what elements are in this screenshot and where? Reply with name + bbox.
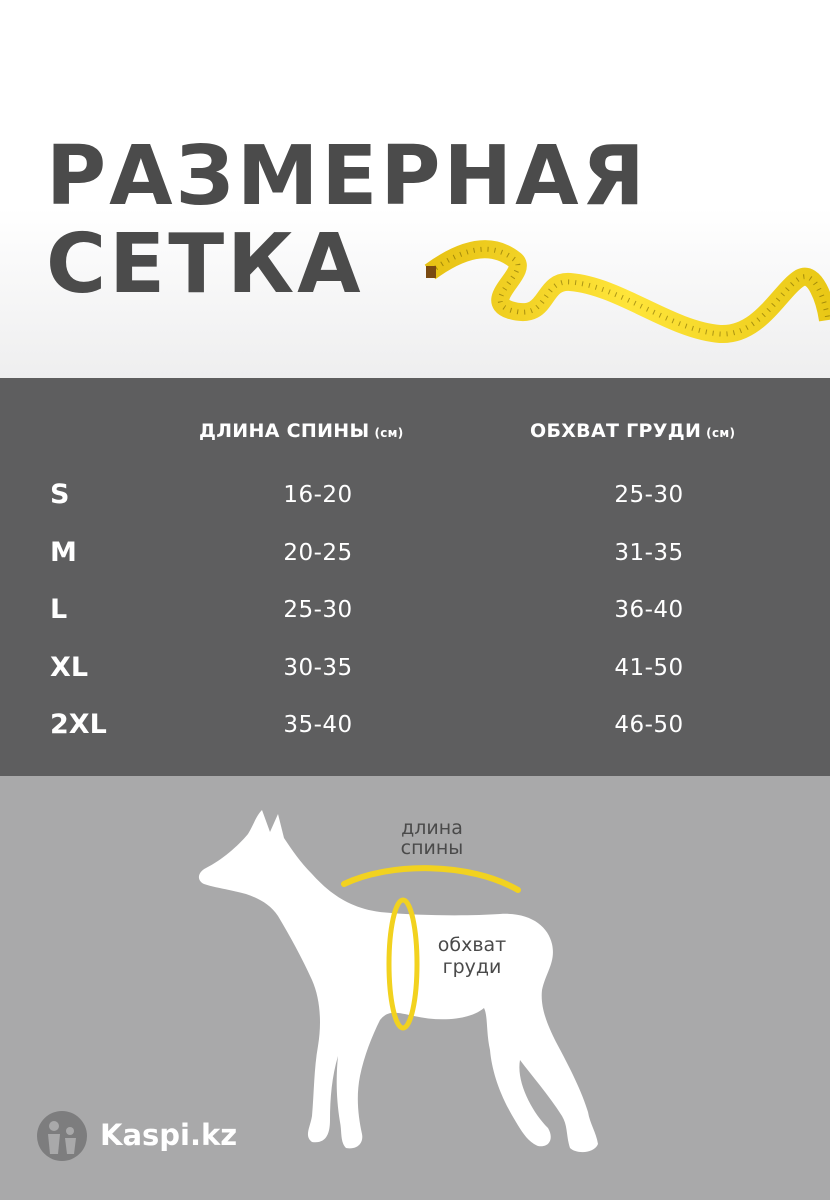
column-header-back-length xyxy=(199,420,404,442)
back-length-value: 20-25 xyxy=(283,540,353,566)
back-length-value: 35-40 xyxy=(283,712,353,738)
table-row xyxy=(0,590,830,630)
size-label: S xyxy=(50,479,70,510)
kaspi-logo-icon xyxy=(36,1110,88,1162)
chest-girth-value: 46-50 xyxy=(614,712,684,738)
back-length-value: 25-30 xyxy=(283,597,353,623)
size-label: 2XL xyxy=(50,709,107,740)
table-row xyxy=(0,705,830,745)
size-label: XL xyxy=(50,652,89,683)
page-title-line-2: СЕТКА xyxy=(46,217,364,312)
back-length-value: 30-35 xyxy=(283,655,353,681)
column-header-label: ОБХВАТ ГРУДИ xyxy=(530,420,702,442)
column-header-unit: (см) xyxy=(706,426,736,440)
table-row xyxy=(0,533,830,573)
measuring-tape-icon xyxy=(420,230,830,360)
chest-girth-value: 25-30 xyxy=(614,482,684,508)
column-header-label: ДЛИНА СПИНЫ xyxy=(199,420,370,442)
back-length-label: длина спины xyxy=(400,817,464,859)
page-title-line-1: РАЗМЕРНАЯ xyxy=(46,129,648,224)
chest-girth-value: 41-50 xyxy=(614,655,684,681)
table-row xyxy=(0,648,830,688)
column-header-chest-girth xyxy=(530,420,735,442)
measurement-diagram xyxy=(0,776,830,1200)
brand-name: Kaspi.kz xyxy=(100,1118,238,1152)
size-label: L xyxy=(50,594,68,625)
chest-girth-label: обхват груди xyxy=(437,934,507,978)
size-table xyxy=(0,378,830,776)
chest-girth-value: 36-40 xyxy=(614,597,684,623)
table-row xyxy=(0,475,830,515)
chest-girth-value: 31-35 xyxy=(614,540,684,566)
header-section xyxy=(0,0,830,378)
size-label: M xyxy=(50,537,77,568)
column-header-unit: (см) xyxy=(374,426,404,440)
back-length-value: 16-20 xyxy=(283,482,353,508)
